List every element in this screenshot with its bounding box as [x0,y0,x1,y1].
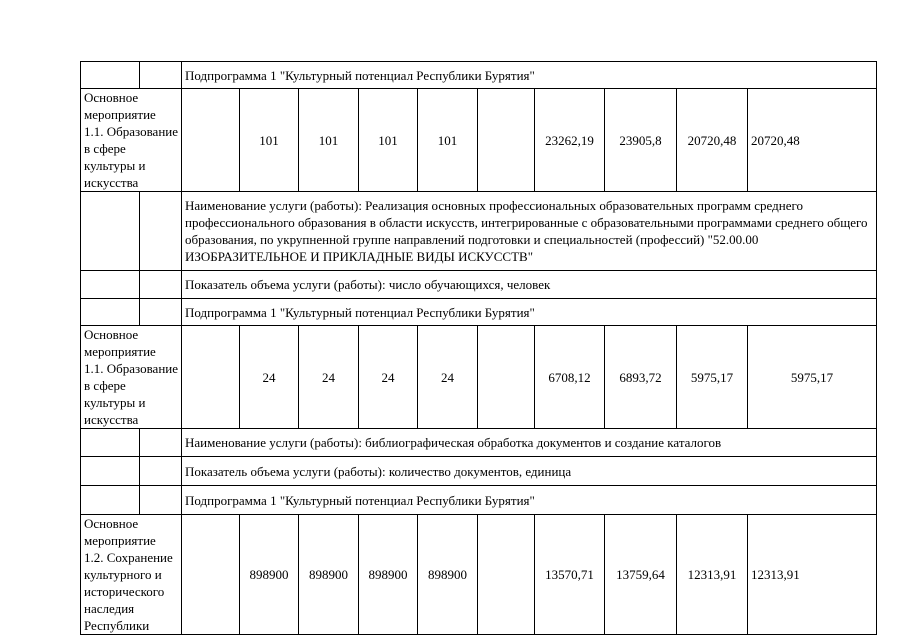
sum-value: 13759,64 [605,515,677,635]
empty-cell [140,192,182,271]
volume-value: 101 [359,89,418,192]
empty-cell [140,62,182,89]
volume-value: 101 [240,89,299,192]
volume-value: 898900 [359,515,418,635]
empty-cell [81,429,140,457]
document-table [80,61,877,635]
subprogram-row [81,299,877,326]
empty-cell [81,271,140,299]
sum-value: 12313,91 [677,515,748,635]
indicator-text: Показатель объема услуги (работы): число обучающихся, человек [182,271,877,299]
indicator-text: Показатель объема услуги (работы): количество документов, единица [182,457,877,486]
sum-value: 20720,48 [748,89,877,192]
empty-cell [81,62,140,89]
activity-row [81,89,877,192]
indicator-row [81,457,877,486]
empty-cell [478,515,535,635]
empty-cell [140,457,182,486]
sum-value: 23905,8 [605,89,677,192]
activity-row [81,326,877,429]
activity-name: Основное мероприятие 1.1. Образование в сфере культуры и искусства [81,326,182,429]
service-row [81,192,877,271]
empty-cell [81,457,140,486]
volume-value: 24 [418,326,478,429]
volume-value: 101 [418,89,478,192]
subprogram-row [81,62,877,89]
volume-value: 24 [240,326,299,429]
empty-cell [81,299,140,326]
volume-value: 898900 [240,515,299,635]
empty-cell [182,326,240,429]
activity-name: Основное мероприятие 1.2. Сохранение культурного и исторического наследия Республики [81,515,182,635]
service-name: Наименование услуги (работы): Реализация основных профессиональных образовательных программ среднего профессионального образования в области искусств, интегрированные с образовательными программами среднего общего образования, по укрупненной группе направлений подготовки и специальностей (профессий) "52.00.00 ИЗОБРАЗИТЕЛЬНОЕ И ПРИКЛАДНЫЕ ВИДЫ ИСКУССТВ" [182,192,877,271]
subprogram-row [81,486,877,515]
sum-value: 6893,72 [605,326,677,429]
volume-value: 24 [359,326,418,429]
sum-value: 6708,12 [535,326,605,429]
service-row [81,429,877,457]
volume-value: 101 [299,89,359,192]
subprogram-title: Подпрограмма 1 "Культурный потенциал Республики Бурятия" [182,299,877,326]
service-name: Наименование услуги (работы): библиографическая обработка документов и создание каталогов [182,429,877,457]
activity-row [81,515,877,635]
empty-cell [182,515,240,635]
volume-value: 898900 [418,515,478,635]
empty-cell [140,271,182,299]
empty-cell [140,299,182,326]
empty-cell [478,89,535,192]
empty-cell [81,192,140,271]
empty-cell [140,429,182,457]
empty-cell [182,89,240,192]
sum-value: 20720,48 [677,89,748,192]
sum-value: 5975,17 [748,326,877,429]
subprogram-title: Подпрограмма 1 "Культурный потенциал Республики Бурятия" [182,62,877,89]
empty-cell [81,486,140,515]
sum-value: 23262,19 [535,89,605,192]
sum-value: 13570,71 [535,515,605,635]
empty-cell [140,486,182,515]
sum-value: 5975,17 [677,326,748,429]
activity-name: Основное мероприятие 1.1. Образование в сфере культуры и искусства [81,89,182,192]
empty-cell [478,326,535,429]
subprogram-title: Подпрограмма 1 "Культурный потенциал Республики Бурятия" [182,486,877,515]
volume-value: 898900 [299,515,359,635]
sum-value: 12313,91 [748,515,877,635]
indicator-row [81,271,877,299]
volume-value: 24 [299,326,359,429]
